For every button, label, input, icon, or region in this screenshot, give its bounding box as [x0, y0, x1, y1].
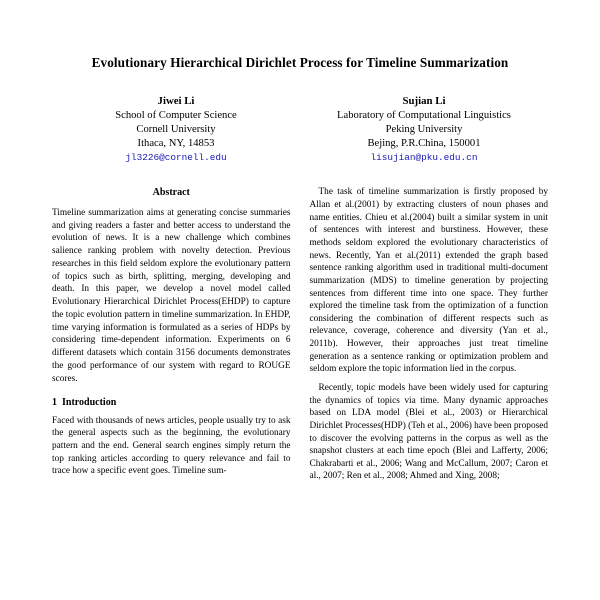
author-email[interactable]: lisujian@pku.edu.cn — [370, 151, 478, 163]
two-column-body — [52, 186, 548, 483]
section-heading-introduction — [52, 396, 291, 410]
author-block — [52, 94, 548, 165]
author-location: Ithaca, NY, 14853 — [137, 138, 215, 149]
author-2 — [300, 94, 548, 165]
author-affiliation: School of Computer Science — [115, 110, 237, 122]
right-column — [310, 186, 549, 483]
author-name: Sujian Li — [402, 94, 446, 107]
author-email[interactable]: jl3226@cornell.edu — [125, 151, 227, 163]
right-paragraph-1: The task of timeline summarization is firstly proposed by Allan et al.(2001) by extracting clusters of noun phases and name entities. Chieu et al.(2004) built a similar system in unit of sentences with interest and burstiness. However, these methods seldom explored the evolutionary characteristics of news. Recently, Yan et al.(2011) extended the graph based sentence ranking algorithm used in traditional multi-document summarization (MDS) to timeline generation by projecting sentences from different time into one space. They further explored the timeline task from the optimization of a function considering the combination of different respects such as relevance, coverage, coherence and diversity (Yan et al., 2011b). However, their approaches just treat timeline generation as a sentence ranking or optimization problem and seldom explore the topic information lied in the corpus. — [309, 187, 548, 375]
author-institution: Cornell University — [136, 124, 216, 136]
author-location: Bejing, P.R.China, 150001 — [367, 138, 481, 149]
page-title: Evolutionary Hierarchical Dirichlet Process for Timeline Summarization — [91, 55, 509, 70]
author-institution: Peking University — [385, 124, 463, 136]
abstract-heading: Abstract — [152, 187, 190, 199]
abstract-text: Timeline summarization aims at generating concise summaries and giving readers a faster and better access to understand the evolution of news. It is a new challenge which combines salience ranking problem with novelty detection. Previous researches in this field seldom explore the evolutionary pattern of topics such as birth, splitting, merging, developing and death. In this paper, we develop a novel model called Evolutionary Hierarchical Dirichlet Process(EHDP) to capture the topic evolution pattern in timeline summarization. In EHDP, time varying information is formulated as a series of HDPs by considering time-dependent information. Experiments on 6 different datasets which contain 3156 documents demonstrates the good performance of our system with regard to ROUGE scores. — [52, 207, 291, 384]
author-name: Jiwei Li — [157, 94, 195, 107]
author-1 — [52, 94, 300, 165]
left-column — [52, 186, 291, 483]
right-paragraph-2: Recently, topic models have been widely used for capturing the dynamics of topics via time. Many dynamic approaches based on LDA model (Blei et al., 2003) or Hierarchical Dirichlet Processes(HDP) (Teh et al., 2006) have been proposed to discover the evolving patterns in the corpus as well as the snapshot clusters at each time epoch (Blei and Lafferty, 2006; Chakrabarti et al., 2006; Wang and McCallum, 2007; Caron et al., 2007; Ren et al., 2008; Ahmed and Xing, 2008; — [309, 382, 548, 482]
intro-paragraph-1: Faced with thousands of news articles, people usually try to ask the general aspects such as the beginning, the evolutionary pattern and the end. General search engines simply return the top ranking articles according to query relevance and fail to trace how a specific event goes. Timeline sum- — [52, 415, 291, 477]
section-title: Introduction — [62, 397, 117, 409]
author-affiliation: Laboratory of Computational Linguistics — [337, 110, 511, 122]
section-number: 1 — [52, 397, 57, 409]
